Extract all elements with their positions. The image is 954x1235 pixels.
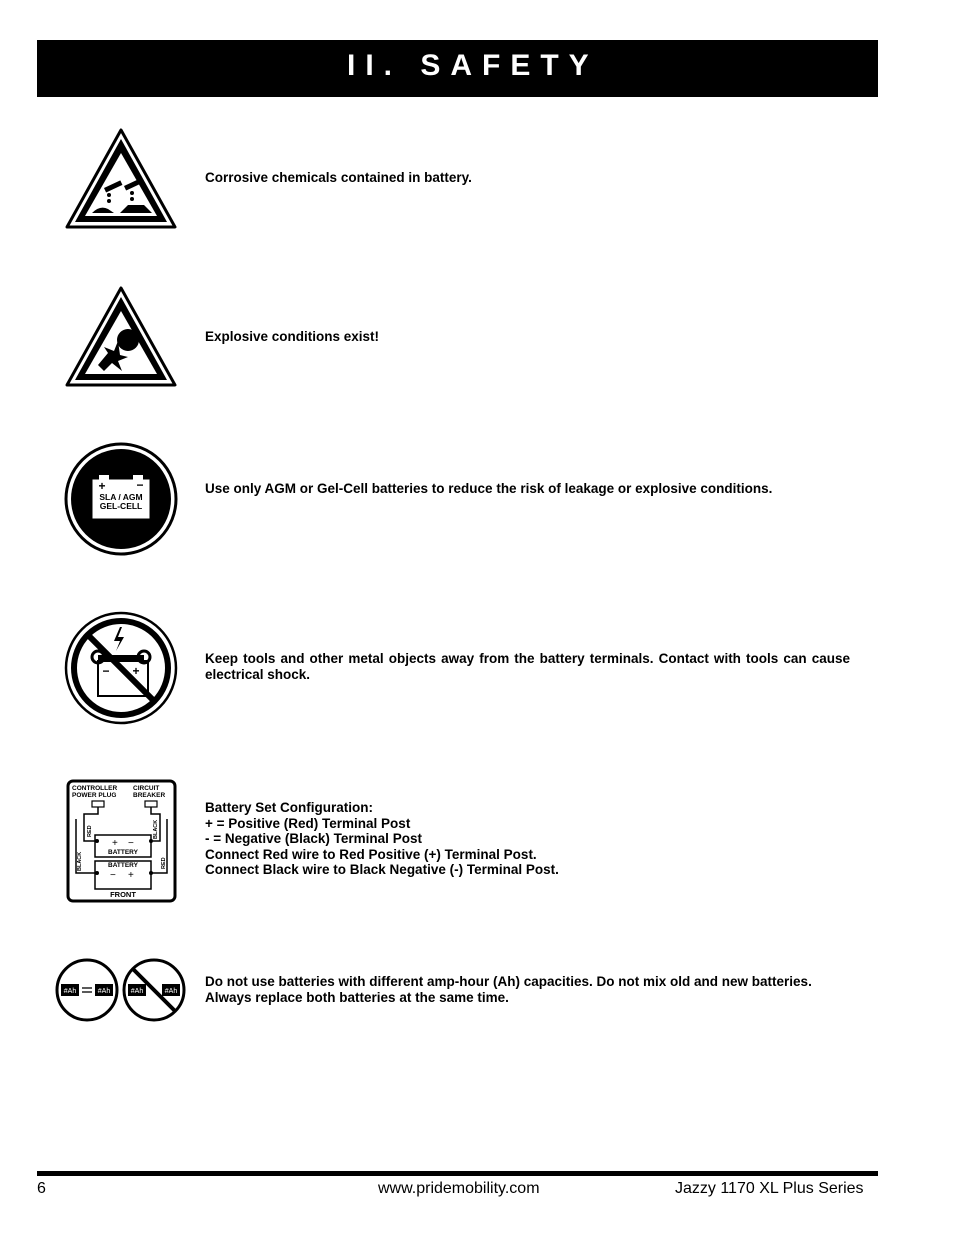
section-header [37, 40, 878, 97]
svg-text:+: + [98, 479, 106, 493]
sla-agm-label: SLA / AGM [99, 492, 143, 502]
config-line: Connect Red wire to Red Positive (+) Terminal Post. [205, 846, 537, 862]
battery-label-top: BATTERY [108, 849, 138, 856]
warning-text: Corrosive chemicals contained in battery. [205, 170, 472, 185]
ah-label: #Ah [164, 988, 178, 995]
circuit-label: CIRCUIT [133, 785, 160, 792]
controller-label: CONTROLLER [72, 785, 118, 792]
black-wire-label-left: BLACK [77, 851, 83, 871]
config-line: Battery Set Configuration: [205, 800, 374, 815]
ah-label: #Ah [63, 988, 77, 995]
battery-configuration-text [205, 800, 850, 878]
breaker-label: BREAKER [133, 792, 166, 799]
svg-text:−: − [128, 838, 134, 849]
svg-text:−: − [136, 478, 144, 492]
sla-agm-battery-icon [64, 442, 178, 556]
svg-text:+: + [112, 838, 118, 849]
battery-configuration-diagram [66, 779, 177, 903]
battery-label-bottom: BATTERY [108, 862, 138, 869]
svg-text:+: + [132, 664, 140, 678]
ah-label: #Ah [130, 988, 144, 995]
corrosive-warning-icon [64, 127, 178, 231]
footer-website: www.pridemobility.com [378, 1180, 540, 1197]
front-label: FRONT [110, 890, 136, 899]
black-wire-label-right: BLACK [153, 819, 159, 839]
page-number: 6 [37, 1180, 46, 1197]
ah-label: #Ah [97, 988, 111, 995]
warning-text: Use only AGM or Gel-Cell batteries to reduce the risk of leakage or explosive conditions. [205, 481, 773, 496]
svg-text:−: − [110, 870, 116, 881]
matching-amp-hour-icon [54, 957, 188, 1023]
svg-text:+: + [128, 870, 134, 881]
warning-text: Keep tools and other metal objects away from the battery terminals. Contact with tools can cause electrical shock. [205, 651, 850, 682]
warning-text: Do not use batteries with different amp-hour (Ah) capacities. Do not mix old and new batteries. Always replace both batteries at the same time. [205, 974, 812, 1005]
red-wire-label-left: RED [87, 825, 93, 837]
warning-text: Explosive conditions exist! [205, 329, 380, 344]
svg-text:−: − [102, 664, 110, 678]
section-title: II. SAFETY [347, 49, 599, 82]
config-line: + = Positive (Red) Terminal Post [205, 815, 411, 831]
red-wire-label-right: RED [161, 857, 167, 869]
footer-product: Jazzy 1170 XL Plus Series [675, 1180, 864, 1197]
footer-divider [37, 1171, 878, 1176]
config-line: Connect Black wire to Black Negative (-) Terminal Post. [205, 862, 559, 878]
no-tools-on-terminals-icon [64, 611, 178, 725]
config-line: - = Negative (Black) Terminal Post [205, 831, 422, 847]
power-plug-label: POWER PLUG [72, 792, 117, 799]
gel-cell-label: GEL-CELL [99, 501, 143, 511]
explosive-warning-icon [64, 285, 178, 389]
